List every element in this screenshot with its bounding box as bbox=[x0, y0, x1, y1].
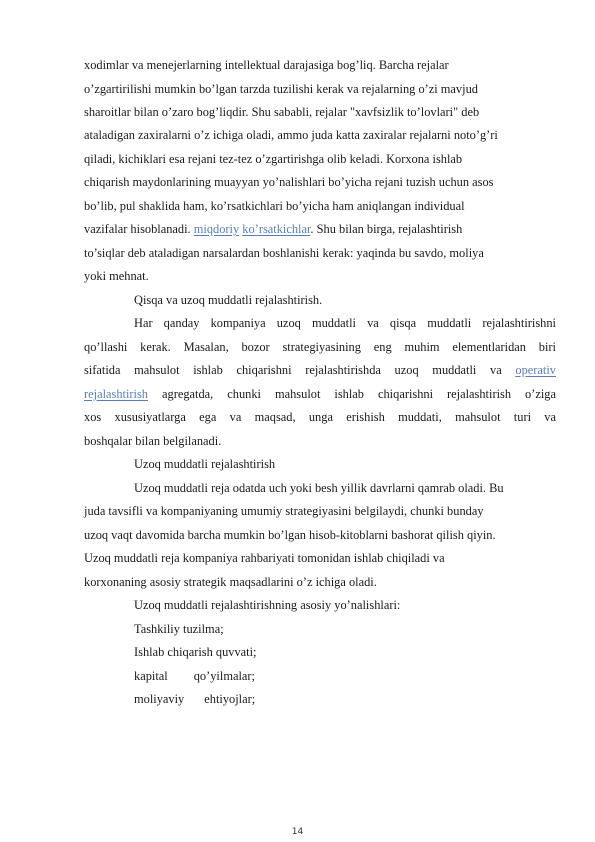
paragraph-line: qiladi, kichiklari esa rejani tez-tez o’zgartirishga olib keladi. Korxona ishlab bbox=[84, 152, 463, 166]
link-korsatkichlar[interactable]: ko’rsatkichlar bbox=[242, 222, 311, 236]
paragraph-line: Har qanday kompaniya uzoq muddatli va qisqa muddatli rejalashtirishni bbox=[134, 316, 556, 330]
paragraph-line: Uzoq muddatli reja odatda uch yoki besh yillik davrlarni qamrab oladi. Bu bbox=[134, 481, 504, 495]
paragraph-line: to’siqlar deb ataladigan narsalardan boshlanishi kerak: yaqinda bu savdo, moliya bbox=[84, 246, 484, 260]
section-heading: Qisqa va uzoq muddatli rejalashtirish. bbox=[134, 293, 323, 307]
paragraph-line: sharoitlar bilan o’zaro bog’liqdir. Shu sababli, rejalar "xavfsizlik to’lovlari" deb bbox=[84, 105, 480, 119]
paragraph-line: Uzoq muddatli reja kompaniya rahbariyati tomonidan ishlab chiqiladi va bbox=[84, 551, 445, 565]
link-miqdoriy[interactable]: miqdoriy bbox=[193, 222, 240, 236]
paragraph-line: qo’llashi kerak. Masalan, bozor strategiyasining eng muhim elementlaridan biri bbox=[84, 340, 556, 354]
link-rejalashtirish[interactable]: rejalashtirish bbox=[84, 387, 148, 401]
paragraph-text: . Shu bilan birga, rejalashtirish bbox=[310, 222, 463, 236]
list-item bbox=[134, 668, 255, 684]
paragraph-line: uzoq vaqt davomida barcha mumkin bo’lgan hisob-kitoblarni bashorat qilish qiyin. bbox=[84, 528, 496, 542]
paragraph-line bbox=[84, 362, 556, 378]
paragraph-text: vazifalar hisoblanadi. bbox=[84, 222, 194, 236]
list-intro: Uzoq muddatli rejalashtirishning asosiy yo’nalishlari: bbox=[134, 598, 401, 612]
paragraph-line: bo’lib, pul shaklida ham, ko’rsatkichlari bo’yicha ham aniqlangan individual bbox=[84, 199, 465, 213]
list-item bbox=[134, 691, 255, 707]
list-item-word: qo’yilmalar; bbox=[193, 669, 255, 683]
paragraph-line: boshqalar bilan belgilanadi. bbox=[84, 434, 222, 448]
list-item: Ishlab chiqarish quvvati; bbox=[134, 645, 257, 659]
paragraph-text: sifatida mahsulot ishlab chiqarishni rejalashtirishda uzoq muddatli va bbox=[84, 363, 502, 377]
paragraph-line bbox=[84, 386, 556, 402]
paragraph-line: ataladigan zaxiralarni o’z ichiga oladi, ammo juda katta zaxiralar rejalarni noto’g’ri bbox=[84, 128, 498, 142]
paragraph-line: xos xususiyatlarga ega va maqsad, unga erishish muddati, mahsulot turi va bbox=[84, 410, 556, 424]
paragraph-line: korxonaning asosiy strategik maqsadlarini o’z ichiga oladi. bbox=[84, 575, 377, 589]
paragraph-line: juda tavsifli va kompaniyaning umumiy strategiyasini belgilaydi, chunki bunday bbox=[84, 504, 484, 518]
paragraph-line: yoki mehnat. bbox=[84, 269, 149, 283]
paragraph-text: agregatda, chunki mahsulot ishlab chiqarishni rejalashtirish o’ziga bbox=[162, 387, 556, 401]
paragraph-line: chiqarish maydonlarining muayyan yo’nalishlari bo’yicha rejani tuzish uchun asos bbox=[84, 175, 494, 189]
paragraph-line: xodimlar va menejerlarning intellektual darajasiga bog’liq. Barcha rejalar bbox=[84, 58, 449, 72]
list-item-word: ehtiyojlar; bbox=[204, 692, 256, 706]
section-heading: Uzoq muddatli rejalashtirish bbox=[134, 457, 276, 471]
link-operativ[interactable]: operativ bbox=[515, 363, 556, 377]
list-item-word: kapital bbox=[134, 669, 168, 683]
page-number: 14 bbox=[291, 827, 304, 837]
list-item-word: moliyaviy bbox=[134, 692, 185, 706]
paragraph-line: o’zgartirilishi mumkin bo’lgan tarzda tuzilishi kerak va rejalarning o’zi mavjud bbox=[84, 82, 478, 96]
list-item: Tashkiliy tuzilma; bbox=[134, 622, 224, 636]
paragraph-line bbox=[84, 221, 462, 237]
